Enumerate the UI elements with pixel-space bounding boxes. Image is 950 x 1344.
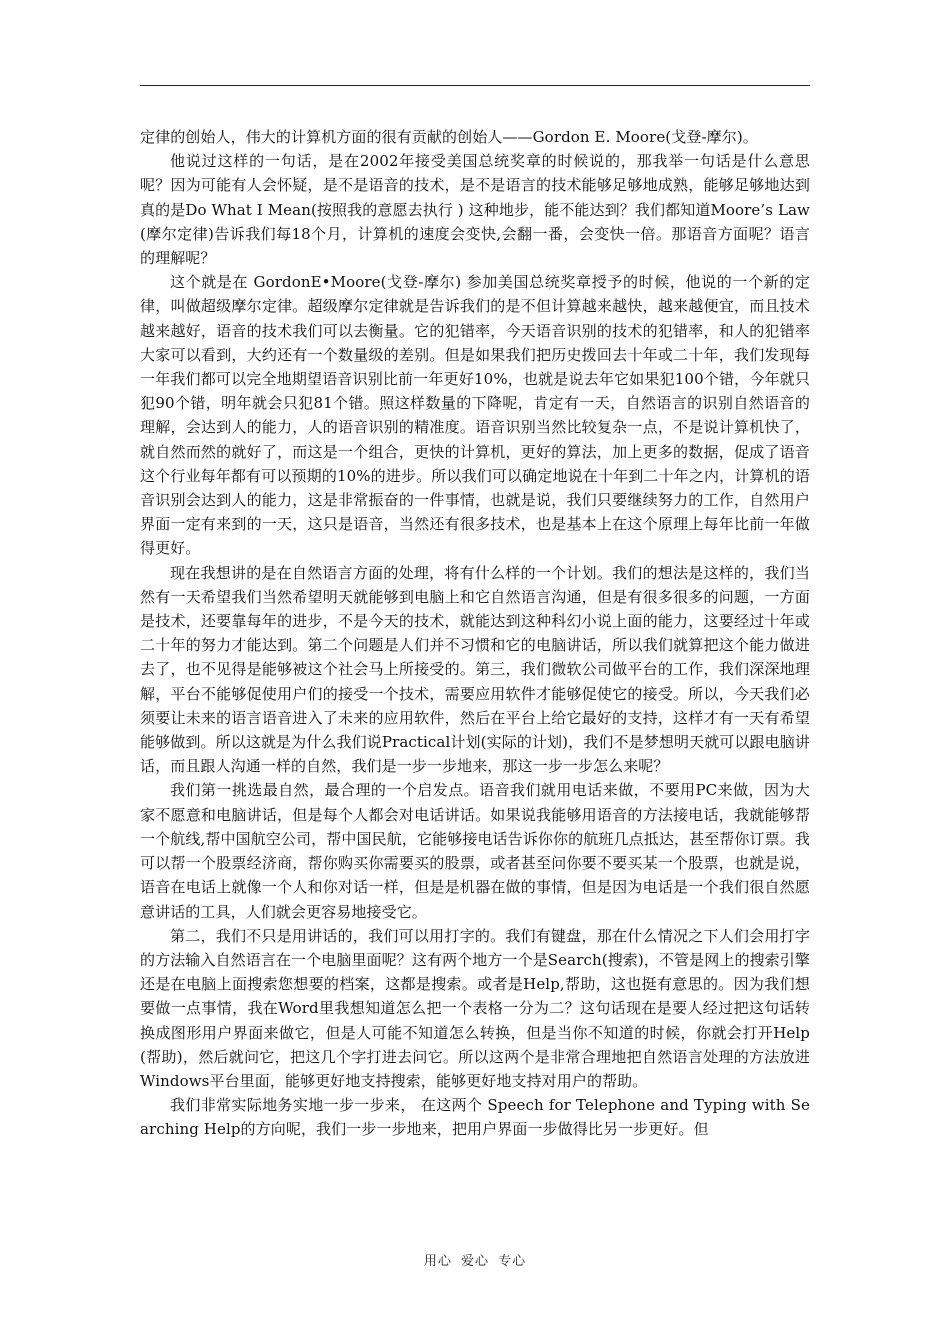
header-rule: [140, 85, 810, 86]
paragraph: 现在我想讲的是在自然语言方面的处理，将有什么样的一个计划。我们的想法是这样的，我们当然有一天希望我们当然希望明天就能够到电脑上和它自然语言沟通，但是有很多很多的问题，一方面是技术，还要靠每年的进步，不是今天的技术，就能达到这种科幻小说上面的能力，这要经过十年或二十年的努力才能达到。第二个问题是人们并不习惯和它的电脑讲话，所以我们就算把这个能力做进去了，也不见得是能够被这个社会马上所接受的。第三，我们微软公司做平台的工作，我们深深地理解，平台不能够促使用户们的接受一个技术，需要应用软件才能够促使它的接受。所以，今天我们必须要让未来的语言语音进入了未来的应用软件，然后在平台上给它最好的支持，这样才有一天有希望能够做到。所以这就是为什么我们说Practical计划(实际的计划)，我们不是梦想明天就可以跟电脑讲话，而且跟人沟通一样的自然，我们是一步一步地来，那这一步一步怎么来呢？: [140, 563, 810, 776]
page-footer: 用心 爱心 专心: [423, 1254, 527, 1269]
paragraph: 我们第一挑选最自然，最合理的一个启发点。语音我们就用电话来做，不要用PC来做，因为大家不愿意和电脑讲话，但是每个人都会对电话讲话。如果说我能够用语音的方法接电话，我就能够帮一个航线,帮中国航空公司，帮中国民航，它能够接电话告诉你你的航班几点抵达，甚至帮你订票。我可以帮一个股票经济商，帮你购买你需要买的股票，或者甚至问你要不要买某一个股票，也就是说，语音在电话上就像一个人和你对话一样，但是是机器在做的事情，但是因为电话是一个我们很自然愿意讲话的工具，人们就会更容易地接受它。: [140, 781, 810, 921]
paragraph: 我们非常实际地务实地一步一步来， 在这两个 Speech for Telephone and Typing with Searching Help的方向呢，我们一步一步地来，把用户界面一步做得比另一步更好。但: [140, 1096, 810, 1139]
paragraph-continuation: 定律的创始人，伟大的计算机方面的很有贡献的创始人——Gordon E. Moore(戈登-摩尔)。: [140, 128, 758, 146]
paragraph: 他说过这样的一句话，是在2002年接受美国总统奖章的时候说的，那我举一句话是什么意思呢？因为可能有人会怀疑，是不是语音的技术，是不是语言的技术能够足够地成熟，能够足够地达到真的是Do What I Mean(按照我的意愿去执行 ) 这种地步，能不能达到？我们都知道Moore’s Law(摩尔定律)告诉我们每18个月，计算机的速度会变快,会翻一番，会变快一倍。那语音方面呢？语言的理解呢？: [140, 152, 810, 268]
document-body: [140, 125, 810, 1142]
paragraph: 第二，我们不只是用讲话的，我们可以用打字的。我们有键盘，那在什么情况之下人们会用打字的方法输入自然语言在一个电脑里面呢？这有两个地方一个是Search(搜索)，不管是网上的搜索引擎还是在电脑上面搜索您想要的档案，这都是搜索。或者是Help,帮助，这也挺有意思的。因为我们想要做一点事情，我在Word里我想知道怎么把一个表格一分为二？这句话现在是要人经过把这句话转换成图形用户界面来做它，但是人可能不知道怎么转换，但是当你不知道的时候，你就会打开Help(帮助)，然后就问它，把这几个字打进去问它。所以这两个是非常合理地把自然语言处理的方法放进Windows平台里面，能够更好地支持搜索，能够更好地支持对用户的帮助。: [140, 926, 810, 1090]
paragraph: 这个就是在 GordonE•Moore(戈登-摩尔) 参加美国总统奖章授予的时候，他说的一个新的定律，叫做超级摩尔定律。超级摩尔定律就是告诉我们的是不但计算越来越快，越来越便宜，而且技术越来越好，语音的技术我们可以去衡量。它的犯错率，今天语音识别的技术的犯错率，和人的犯错率大家可以看到，大约还有一个数量级的差别。但是如果我们把历史拨回去十年或二十年，我们发现每一年我们都可以完全地期望语音识别比前一年更好10%，也就是说去年它如果犯100个错，今年就只犯90个错，明年就会只犯81个错。照这样数量的下降呢，肯定有一天，自然语言的识别自然语音的理解，会达到人的能力，人的语音识别的精准度。语音识别当然比较复杂一点，不是说计算机快了，就自然而然的就好了，而这是一个组合，更快的计算机，更好的算法，加上更多的数据，促成了语音这个行业每年都有可以预期的10%的进步。所以我们可以确定地说在十年到二十年之内，计算机的语音识别会达到人的能力，这是非常振奋的一件事情，也就是说，我们只要继续努力的工作，自然用户界面一定有来到的一天，这只是语音，当然还有很多技术，也是基本上在这个原理上每年比前一年做得更好。: [140, 273, 810, 558]
